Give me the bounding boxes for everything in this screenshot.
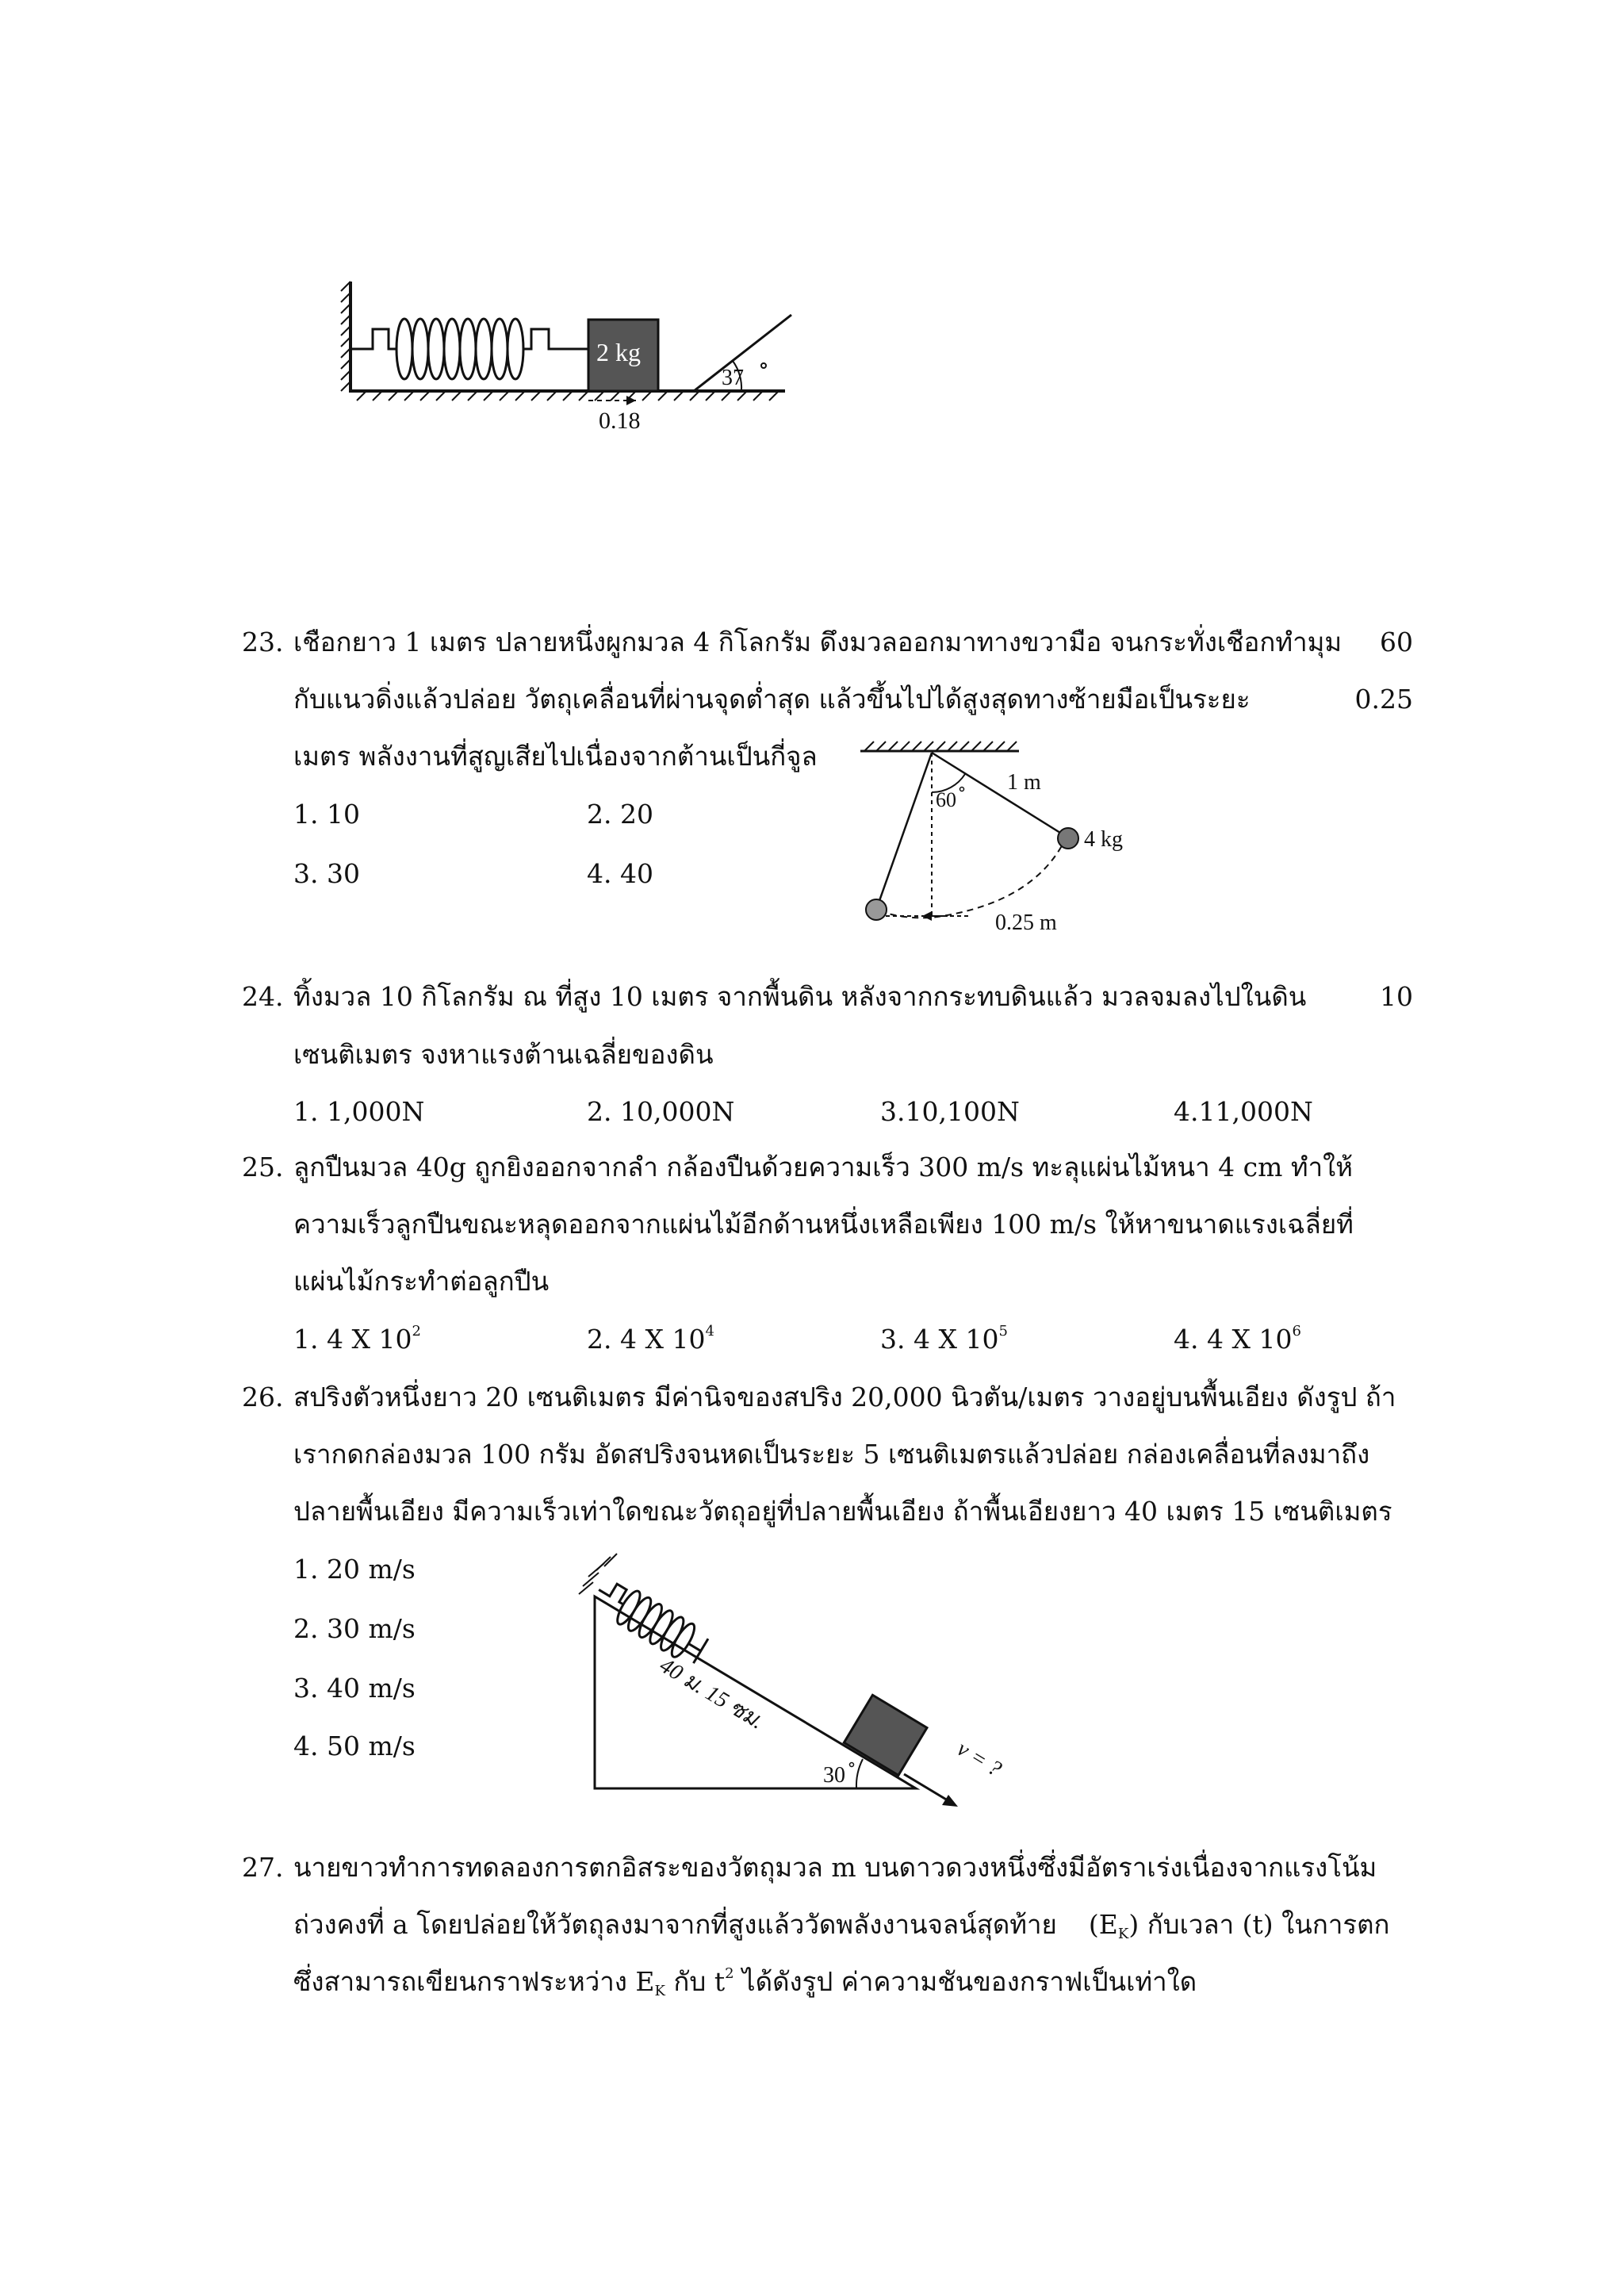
q24-choice-1: 1. 1,000N (293, 1096, 425, 1127)
q23-line-2: กับแนวดิ่งแล้วปล่อย วัตถุเคลื่อนที่ผ่านจุดต่ำสุด แล้วขึ้นไปได้สูงสุดทางซ้ายมือเป็นระยะ (293, 684, 1251, 715)
incline-spring-figure (579, 1550, 1039, 1812)
q25-choice-2: 2. 4 X $10^4$ (587, 1323, 714, 1355)
incline-angle-label: 37 (722, 366, 744, 390)
q26-choice-3: 3. 40 m/s (293, 1673, 416, 1704)
q24-choice-2: 2. 10,000N (587, 1096, 735, 1127)
bob-mass-label: 4 kg (1084, 827, 1123, 852)
height-label: 0.25 m (995, 910, 1057, 935)
question-number-26: 26. (242, 1382, 284, 1412)
q27-line-3: ซึ่งสามารถเขียนกราฟระหว่าง $E_K$ กับ $t^2$ ได้ดังรูป ค่าความชันของกราฟเป็นเท่าใด (293, 1965, 1197, 1999)
q25-line-1: ลูกปืนมวล 40g ถูกยิงออกจากลำ กล้องปืนด้วยความเร็ว 300 m/s ทะลุแผ่นไม้หนา 4 cm ทำให้ (293, 1152, 1354, 1182)
question-number-23: 23. (242, 627, 284, 657)
q27-line-1: นายขาวทำการทดลองการตกอิสระของวัตถุมวล m บนดาวดวงหนึ่งซึ่งมีอัตราเร่งเนื่องจากแรงโน้ม (293, 1852, 1377, 1883)
q23-choice-4: 4. 40 (587, 858, 653, 889)
q26-choice-2: 2. 30 m/s (293, 1613, 416, 1644)
spring-mass-figure (341, 274, 801, 432)
q24-choice-3: 3.10,100N (880, 1096, 1020, 1127)
string-length-label: 1 m (1007, 770, 1041, 795)
q24-line-1: ทิ้งมวล 10 กิโลกรัม ณ ที่สูง 10 เมตร จากพื้นดิน หลังจากกระทบดินแล้ว มวลจมลงไปในดิน (293, 981, 1307, 1012)
q27-line-2: ถ่วงคงที่ a โดยปล่อยให้วัตถุลงมาจากที่สูงแล้ววัดพลังงานจลน์สุดท้าย $(E_K)$ กับเวลา (t) ในการตก (293, 1909, 1390, 1942)
q26-line-1: สปริงตัวหนึ่งยาว 20 เซนติเมตร มีค่านิจของสปริง 20,000 นิวตัน/เมตร วางอยู่บนพื้นเอียง ดังรูป ถ้า (293, 1382, 1396, 1412)
q25-line-2: ความเร็วลูกปืนขณะหลุดออกจากแผ่นไม้อีกด้านหนึ่งเหลือเพียง 100 m/s ให้หาขนาดแรงเฉลี่ยที่ (293, 1209, 1354, 1240)
pendulum-angle-label: 60 (936, 788, 956, 811)
q25-line-3: แผ่นไม้กระทำต่อลูกปืน (293, 1266, 550, 1297)
q23-line-2-tail: 0.25 (1354, 684, 1413, 715)
q23-line-1: เชือกยาว 1 เมตร ปลายหนึ่งผูกมวล 4 กิโลกรัม ดึงมวลออกมาทางขวามือ จนกระทั่งเชือกทำมุม (293, 627, 1342, 657)
q25-choice-1: 1. 4 X $10^2$ (293, 1323, 421, 1355)
q26-choice-4: 4. 50 m/s (293, 1731, 416, 1761)
q23-choice-2: 2. 20 (587, 799, 653, 830)
q23-line-3: เมตร พลังงานที่สูญเสียไปเนื่องจากต้านเป็นกี่จูล (293, 741, 818, 772)
slope-angle-label: 30 (823, 1763, 845, 1788)
q23-choice-1: 1. 10 (293, 799, 360, 830)
slope-length-label: 40 ม. 15 ซม. (655, 1653, 768, 1734)
q23-line-1-tail: 60 (1380, 627, 1413, 657)
question-number-27: 27. (242, 1852, 284, 1883)
q24-line-2: เซนติเมตร จงหาแรงต้านเฉลี่ยของดิน (293, 1039, 714, 1070)
q24-choice-4: 4.11,000N (1174, 1096, 1313, 1127)
velocity-label: v = ? (952, 1736, 1006, 1782)
q25-choice-3: 3. 4 X $10^5$ (880, 1323, 1008, 1355)
distance-label: 0.18 (599, 408, 641, 434)
q25-choice-4: 4. 4 X $10^6$ (1174, 1323, 1301, 1355)
q24-line-1-tail: 10 (1380, 981, 1413, 1012)
pendulum-figure (837, 734, 1154, 940)
q26-line-3: ปลายพื้นเอียง มีความเร็วเท่าใดขณะวัตถุอยู่ที่ปลายพื้นเอียง ถ้าพื้นเอียงยาว 40 เมตร 15 เซนติเมตร (293, 1496, 1392, 1527)
q23-choice-3: 3. 30 (293, 858, 360, 889)
mass-label: 2 kg (596, 338, 641, 366)
question-number-24: 24. (242, 981, 284, 1012)
question-number-25: 25. (242, 1152, 284, 1182)
pendulum-bob-left (866, 899, 887, 920)
sliding-block (844, 1695, 927, 1775)
pendulum-bob-right (1058, 828, 1078, 849)
q26-line-2: เรากดกล่องมวล 100 กรัม อัดสปริงจนหดเป็นระยะ 5 เซนติเมตรแล้วปล่อย กล่องเคลื่อนที่ลงมาถึง (293, 1439, 1370, 1470)
q26-choice-1: 1. 20 m/s (293, 1554, 416, 1585)
